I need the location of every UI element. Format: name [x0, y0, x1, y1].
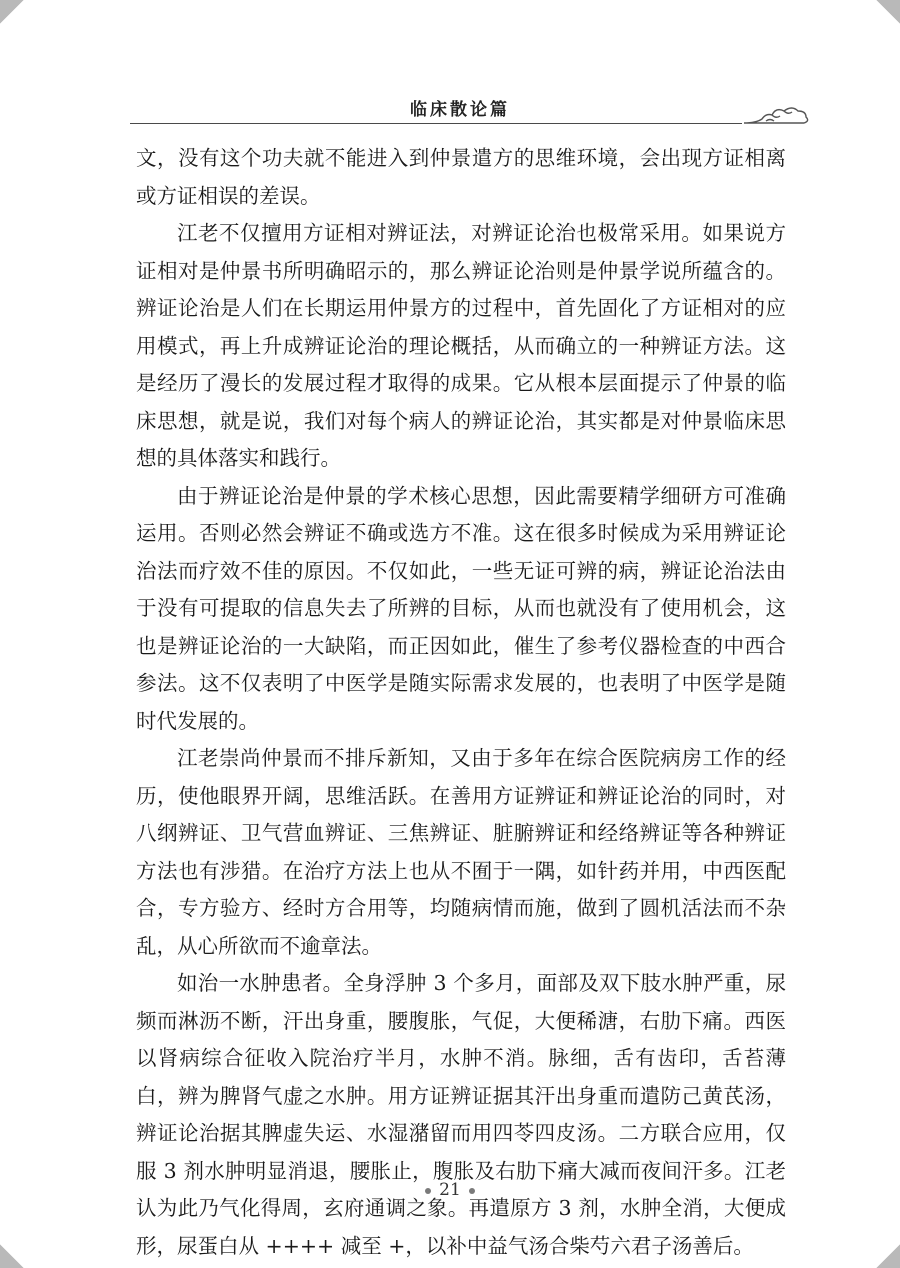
paragraph: 由于辨证论治是仲景的学术核心思想，因此需要精学细研方可准确运用。否则必然会辨证不确或选方不准。这在很多时候成为采用辨证论治法而疗效不佳的原因。不仅如此，一些无证可辨的病，辨证论治法由于没有可提取的信息失去了所辨的目标，从而也就没有了使用机会，这也是辨证论治的一大缺陷，而正因如此，催生了参考仪器检查的中西合参法。这不仅表明了中医学是随实际需求发展的，也表明了中医学是随时代发展的。: [136, 483, 786, 733]
running-header: 临床散论篇: [410, 100, 510, 120]
paragraph: 文，没有这个功夫就不能进入到仲景遣方的思维环境，会出现方证相离或方证相误的差误。: [136, 146, 786, 208]
paragraph: 江老不仅擅用方证相对辨证法，对辨证论治也极常采用。如果说方证相对是仲景书所明确昭示的，那么辨证论治则是仲景学说所蕴含的。辨证论治是人们在长期运用仲景方的过程中，首先固化了方证相对的应用模式，再上升成辨证论治的理论概括，从而确立的一种辨证方法。这是经历了漫长的发展过程才取得的成果。它从根本层面提示了仲景的临床思想，就是说，我们对每个病人的辨证论治，其实都是对仲景临床思想的具体落实和践行。: [136, 221, 786, 470]
body-text: [136, 140, 786, 1265]
bullet-icon: [469, 1188, 475, 1194]
paragraph: 江老崇尚仲景而不排斥新知，又由于多年在综合医院病房工作的经历，使他眼界开阔，思维活跃。在善用方证辨证和辨证论治的同时，对八纲辨证、卫气营血辨证、三焦辨证、脏腑辨证和经络辨证等各种辨证方法也有涉猎。在治疗方法上也从不囿于一隅，如针药并用，中西医配合，专方验方、经时方合用等，均随病情而施，做到了圆机活法而不杂乱，从心所欲而不逾章法。: [136, 746, 786, 958]
page-number: 21: [439, 1180, 461, 1200]
corner-decoration: [0, 1242, 26, 1268]
corner-decoration: [0, 0, 26, 26]
corner-decoration: [874, 0, 900, 26]
cloud-ornament-icon: [742, 99, 812, 129]
corner-decoration: [874, 1242, 900, 1268]
bullet-icon: [425, 1188, 431, 1194]
paragraph: 如治一水肿患者。全身浮肿 3 个多月，面部及双下肢水肿严重，尿频而淋沥不断，汗出身重，腰腹胀，气促，大便稀溏，右肋下痛。西医以肾病综合征收入院治疗半月，水肿不消。脉细，舌有齿印，舌苔薄白，辨为脾肾气虚之水肿。用方证辨证据其汗出身重而遣防己黄芪汤，辨证论治据其脾虚失运、水湿潴留而用四苓四皮汤。二方联合应用，仅服 3 剂水肿明显消退，腰胀止，腹胀及右肋下痛大减而夜间汗多。江老认为此乃气化得周，玄府通调之象。再遣原方 3 剂，水肿全消，大便成形，尿蛋白从 ++++ 减至 +，以补中益气汤合柴芍六君子汤善后。: [136, 971, 786, 1258]
header-rule: [130, 123, 742, 124]
page-number-footer: [0, 1180, 900, 1200]
